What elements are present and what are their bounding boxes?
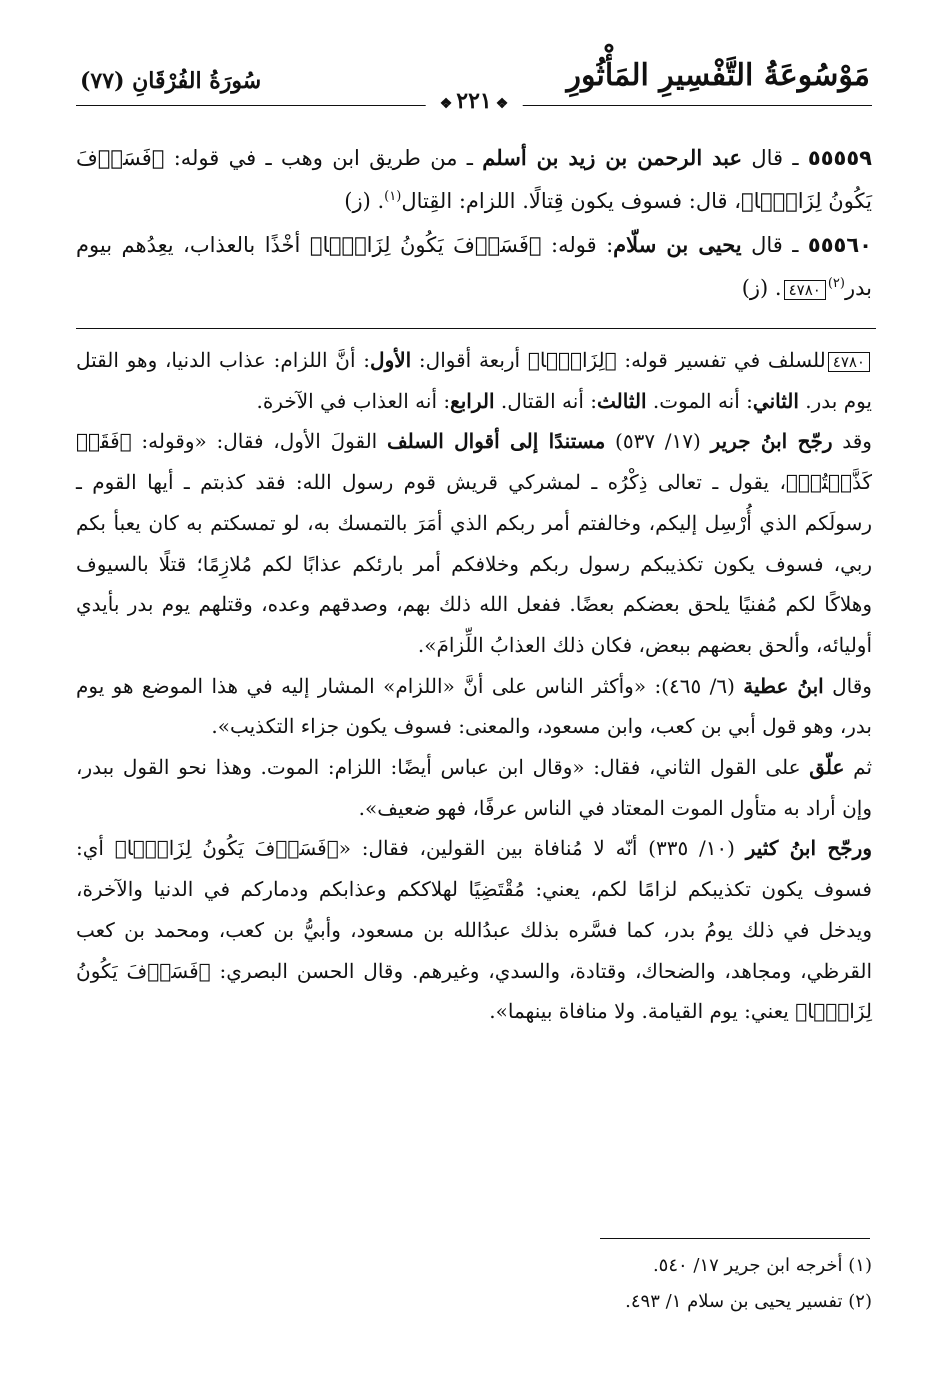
label-third: الثالث [597,388,647,413]
page-number-bar [76,88,872,114]
commentary-para-1 [76,340,872,421]
ornament-icon: ❖ [439,96,453,112]
label-first: الأول [370,348,412,372]
commentary-number-box: ٤٧٨٠ [828,352,870,372]
commentary-ref-box[interactable]: ٤٧٨٠ [784,280,826,300]
label-fourth: الرابع [450,388,495,413]
commentary-para-2 [76,421,872,665]
text: القولَ الأول، فقال: «وقوله: ﴿فَقَدۡ كَذَّبۡتُمۡ﴾، يقول ـ تعالى ذِكْرُه ـ لمشركي قريش قوم رسول الله: فقد كذبتم ـ أيها القوم ـ رسولَكم الذي أُرْسِل إليكم، وخالفتم أمر ربكم الذي أمَرَ بالتمسك به، لو تمسكتم به كان يعبأ بكم ربي، فسوف يكون تكذيبكم رسول ربكم وخلافكم أمر بارئكم عذابًا لكم مُلازِمًا؛ قتلًا بالسيوف وهلاكًا لكم مُفنيًا يلحق بعضكم بعضًا. ففعل الله ذلك بهم، وصدقهم وعده، وقتلهم يوم بدر بأيدي أوليائه، وألحق بعضهم ببعض، فكان ذلك العذابُ اللِّزامَ». [76,429,872,657]
page-number [426,88,523,114]
entry-text: : قوله: ﴿فَسَوۡفَ يَكُونُ لِزَامَۢا﴾ أخْذًا بالعذاب، يعِدُهم بيوم بدر [76,233,872,300]
entry-lead: ـ قال [741,233,808,257]
text: وقد [832,429,872,454]
section-divider [76,328,876,329]
text: : أنه العذاب في الآخرة. [256,388,451,413]
entry-tail: . (ز) [741,276,782,300]
footnote-2: (٢) تفسير يحيى بن سلام ١/ ٤٩٣. [625,1291,872,1312]
entry-number: ٥٥٥٦٠ [807,233,872,257]
footnote-ref[interactable]: (٢) [827,276,845,291]
commentary [76,340,872,1032]
book-title: مَوْسُوعَةُ التَّفْسِيرِ المَأْثُورِ [566,58,870,93]
narrator-name: عبد الرحمن بن زيد بن أسلم [482,145,743,170]
footnote-ref[interactable]: (١) [384,189,402,204]
surah-label: سُورَةُ الفُرْقَانِ (٧٧) [80,68,262,94]
commentary-para-4 [76,747,872,828]
verb-emphasis: علّق [809,755,845,780]
scholar-name: رجّح ابنُ جرير [710,429,833,454]
text: : أنه الموت. [646,388,753,413]
commentary-para-3 [76,666,872,747]
text: (٦/ ٤٦٥): «وأكثر الناس على أنَّ «اللزام» المشار إليه في هذا الموضع هو يوم بدر، وهو قول أبي بن كعب، وابن مسعود، والمعنى: فسوف يكون جزاء التكذيب». [76,673,872,739]
method-note: مستندًا إلى أقوال السلف [386,429,606,454]
narrator-name: يحيى بن سلّام [613,232,742,257]
entry-55560 [76,223,872,310]
commentary-para-5 [76,828,872,1032]
entry-55559 [76,136,872,223]
scholar-name: ابنُ عطية [743,673,824,698]
footnote-divider [600,1238,870,1239]
text: : أنَّ اللزام: عذاب الدنيا، وهو القتل يوم بدر. [76,348,872,413]
footnotes [300,1248,872,1320]
entry-text: ـ من طريق ابن وهب ـ في قوله: ﴿فَسَوۡفَ يَكُونُ لِزَامَۢا﴾، قال: فسوف يكون قِتالًا. اللزام: القِتال [76,146,872,213]
ornament-icon: ❖ [495,96,509,112]
text: للسلف في تفسير قوله: ﴿لِزَامَۢا﴾ أربعة أقوال: [411,348,826,372]
main-text [76,136,872,310]
citation: (١٧/ ٥٣٧) [605,429,711,454]
entry-tail: . (ز) [344,189,385,213]
label-second: الثاني [752,388,799,413]
text: (١٠/ ٣٣٥) أنّه لا مُنافاة بين القولين، فقال: «﴿فَسَوۡفَ يَكُونُ لِزَامَۢا﴾ أي: فسوف يكون تكذيبكم لزامًا لكم، يعني: مُقْتَضِيًا لهلاككم وعذابكم ودماركم في الدنيا والآخرة، ويدخل في ذلك يومُ بدر، كما فسَّره بذلك عبدُالله بن مسعود، وأبيُّ بن كعب، ومحمد بن كعب القرظي، ومجاهد، والضحاك، وقتادة، والسدي، وغيرهم. وقال الحسن البصري: ﴿فَسَوۡفَ يَكُونُ لِزَامَۢا﴾ يعني: يوم القيامة. ولا منافاة بينهما». [76,836,872,1024]
footnote-1: (١) أخرجه ابن جرير ١٧/ ٥٤٠. [652,1255,872,1276]
page-number-text: ٢٢١ [456,88,492,114]
text: ثم [844,755,873,780]
text: : أنه القتال. [494,388,597,413]
entry-number: ٥٥٥٥٩ [807,146,872,170]
entry-lead: ـ قال [742,146,808,170]
text: على القول الثاني، فقال: «وقال ابن عباس أيضًا: اللزام: الموت. وهذا نحو القول ببدر، وإن أراد به متأول الموت المعتاد في الناس عرفًا، فهو ضعيف». [76,755,872,820]
scholar-name: ورجّح ابنُ كثير [745,836,872,861]
text: وقال [823,673,872,698]
